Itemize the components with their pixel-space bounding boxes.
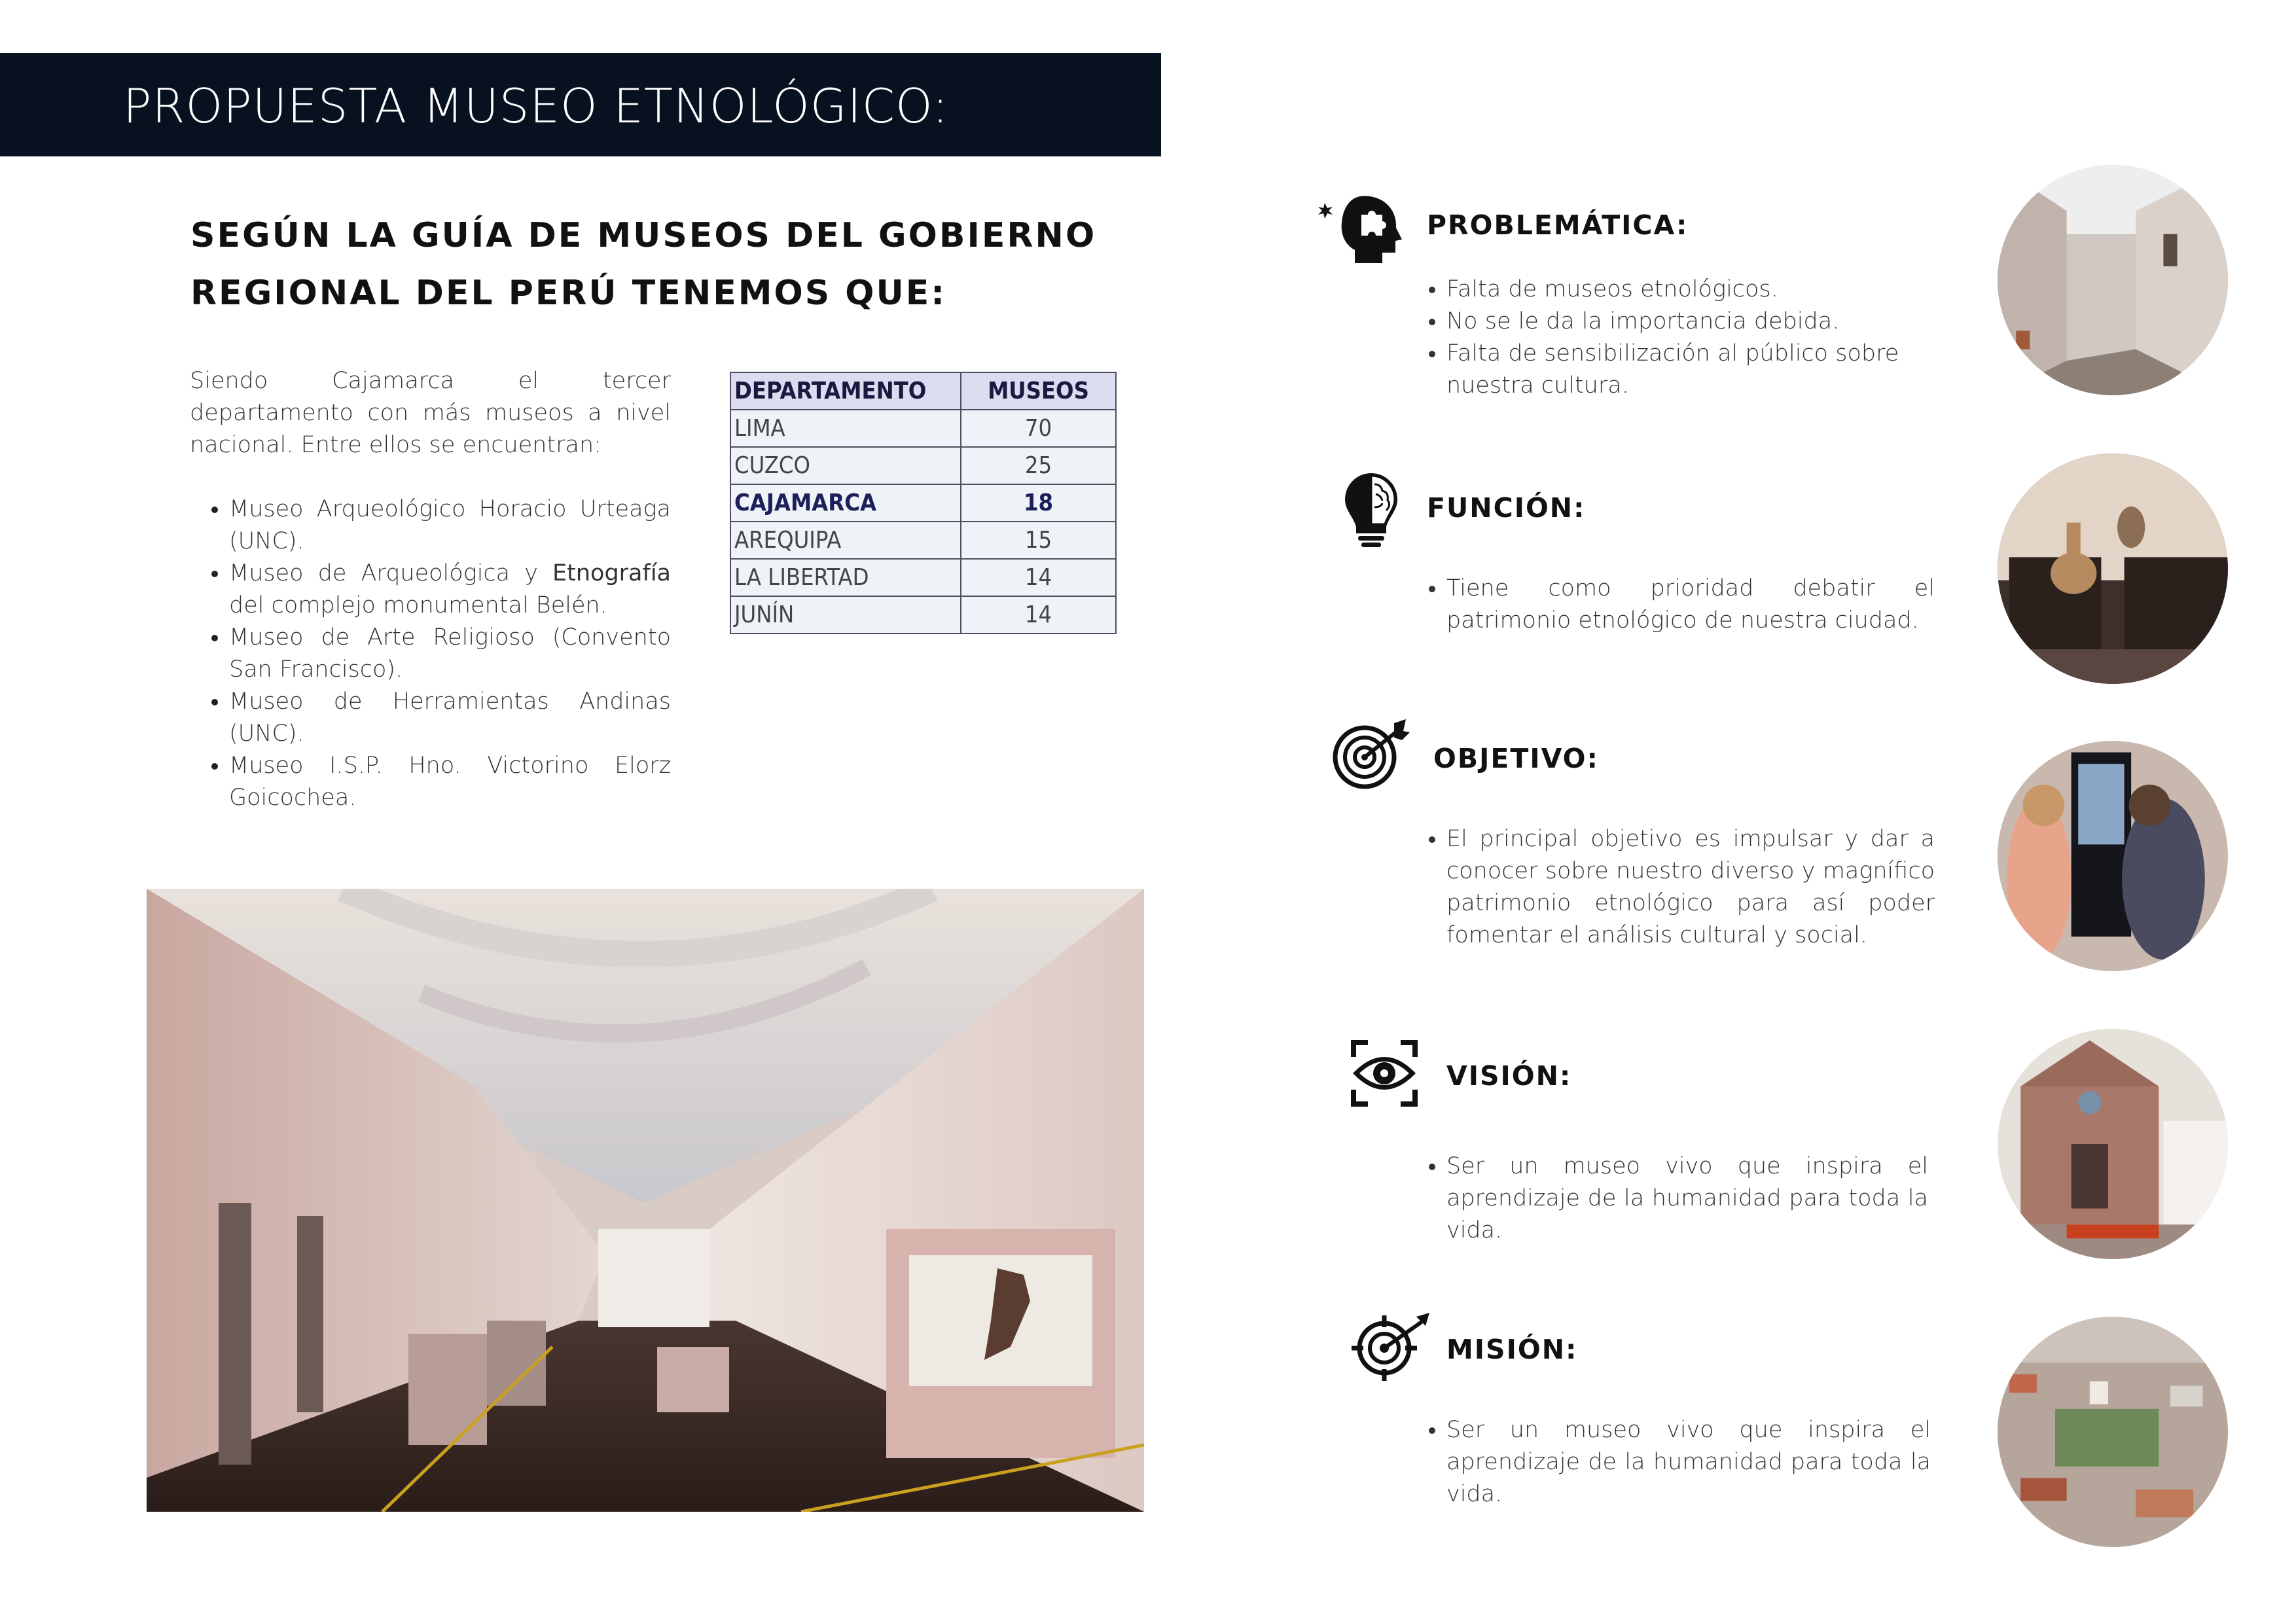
city-aerial-photo [1998, 1317, 2228, 1547]
museums-table [730, 372, 1117, 634]
museum-item-text: del complejo monumental Belén. [229, 592, 607, 618]
count-cell: 14 [961, 596, 1116, 633]
target-arrow-icon [1329, 717, 1414, 795]
eye-focus-icon [1348, 1037, 1420, 1109]
mision-list [1414, 1414, 1931, 1510]
head-puzzle-icon [1316, 190, 1414, 268]
section-heading [190, 207, 1107, 322]
count-cell: 18 [961, 484, 1116, 522]
lightbulb-brain-icon [1335, 468, 1407, 553]
table-row-highlighted [730, 484, 1116, 522]
list-item: • Ser un museo vivo que inspira el aprendizaje de la humanidad para toda la vida. [1446, 1150, 1928, 1247]
crosshair-arrow-icon [1348, 1309, 1433, 1381]
museum-item: • Museo I.S.P. Hno. Victorino Elorz Goicochea. [229, 750, 671, 814]
department-cell: LIMA [730, 410, 961, 447]
count-cell: 25 [961, 447, 1116, 484]
vision-title: VISIÓN: [1446, 1060, 1572, 1092]
museum-item: • Museo Arqueológico Horacio Urteaga (UNC). [229, 493, 671, 558]
museum-item: • Museo de Arte Religioso (Convento San Francisco). [229, 622, 671, 686]
count-cell: 15 [961, 522, 1116, 559]
page-title: PROPUESTA MUSEO ETNOLÓGICO: [123, 79, 949, 134]
list-item: • El principal objetivo es impulsar y dar a conocer sobre nuestro diverso y magnífico patrimonio etnológico para así poder fomentar el análisis cultural y social. [1446, 823, 1935, 952]
department-cell: CUZCO [730, 447, 961, 484]
vision-list [1414, 1150, 1928, 1247]
intro-block [190, 365, 671, 814]
table-row [730, 522, 1116, 559]
table-row [730, 596, 1116, 633]
table-row [730, 559, 1116, 596]
heading-line-2: REGIONAL DEL PERÚ TENEMOS QUE: [190, 274, 947, 313]
list-item: • Tiene como prioridad debatir el patrimonio etnológico de nuestra ciudad. [1446, 573, 1935, 637]
department-cell: AREQUIPA [730, 522, 961, 559]
mision-title: MISIÓN: [1446, 1334, 1578, 1365]
museum-item-bold: Etnografía [552, 560, 671, 586]
count-cell: 14 [961, 559, 1116, 596]
museum-item: • Museo de Herramientas Andinas (UNC). [229, 686, 671, 750]
heading-line-1: SEGÚN LA GUÍA DE MUSEOS DEL GOBIERNO [190, 216, 1097, 255]
museum-hall-photo [147, 889, 1144, 1512]
department-cell: LA LIBERTAD [730, 559, 961, 596]
table-row [730, 447, 1116, 484]
objetivo-title: OBJETIVO: [1433, 743, 1599, 774]
funcion-title: FUNCIÓN: [1427, 492, 1586, 524]
count-cell: 70 [961, 410, 1116, 447]
department-cell: JUNÍN [730, 596, 961, 633]
interactive-screen-photo [1998, 741, 2228, 971]
column-header-department: DEPARTAMENTO [730, 372, 961, 410]
problematica-title: PROBLEMÁTICA: [1427, 209, 1689, 241]
intro-paragraph: Siendo Cajamarca el tercer departamento con más museos a nivel nacional. Entre ellos se encuentran: [190, 368, 671, 458]
objetivo-list [1414, 823, 1935, 952]
table-row [730, 410, 1116, 447]
department-cell: CAJAMARCA [730, 484, 961, 522]
problematica-list [1414, 274, 1935, 402]
artifact-photo [1998, 454, 2228, 684]
funcion-list [1414, 573, 1935, 637]
plaza-church-photo [1998, 1029, 2228, 1259]
street-photo [1998, 165, 2228, 395]
list-item: • Ser un museo vivo que inspira el aprendizaje de la humanidad para toda la vida. [1446, 1414, 1931, 1510]
museum-item-text: Museo de Arqueológica y [229, 560, 553, 586]
table-header-row [730, 372, 1116, 410]
column-header-museums: MUSEOS [961, 372, 1116, 410]
list-item: • No se le da la importancia debida. [1446, 306, 1935, 338]
list-item: • Falta de museos etnológicos. [1446, 274, 1935, 306]
museum-item [229, 558, 671, 622]
museum-list [190, 493, 671, 814]
list-item: • Falta de sensibilización al público sobre nuestra cultura. [1446, 338, 1935, 402]
